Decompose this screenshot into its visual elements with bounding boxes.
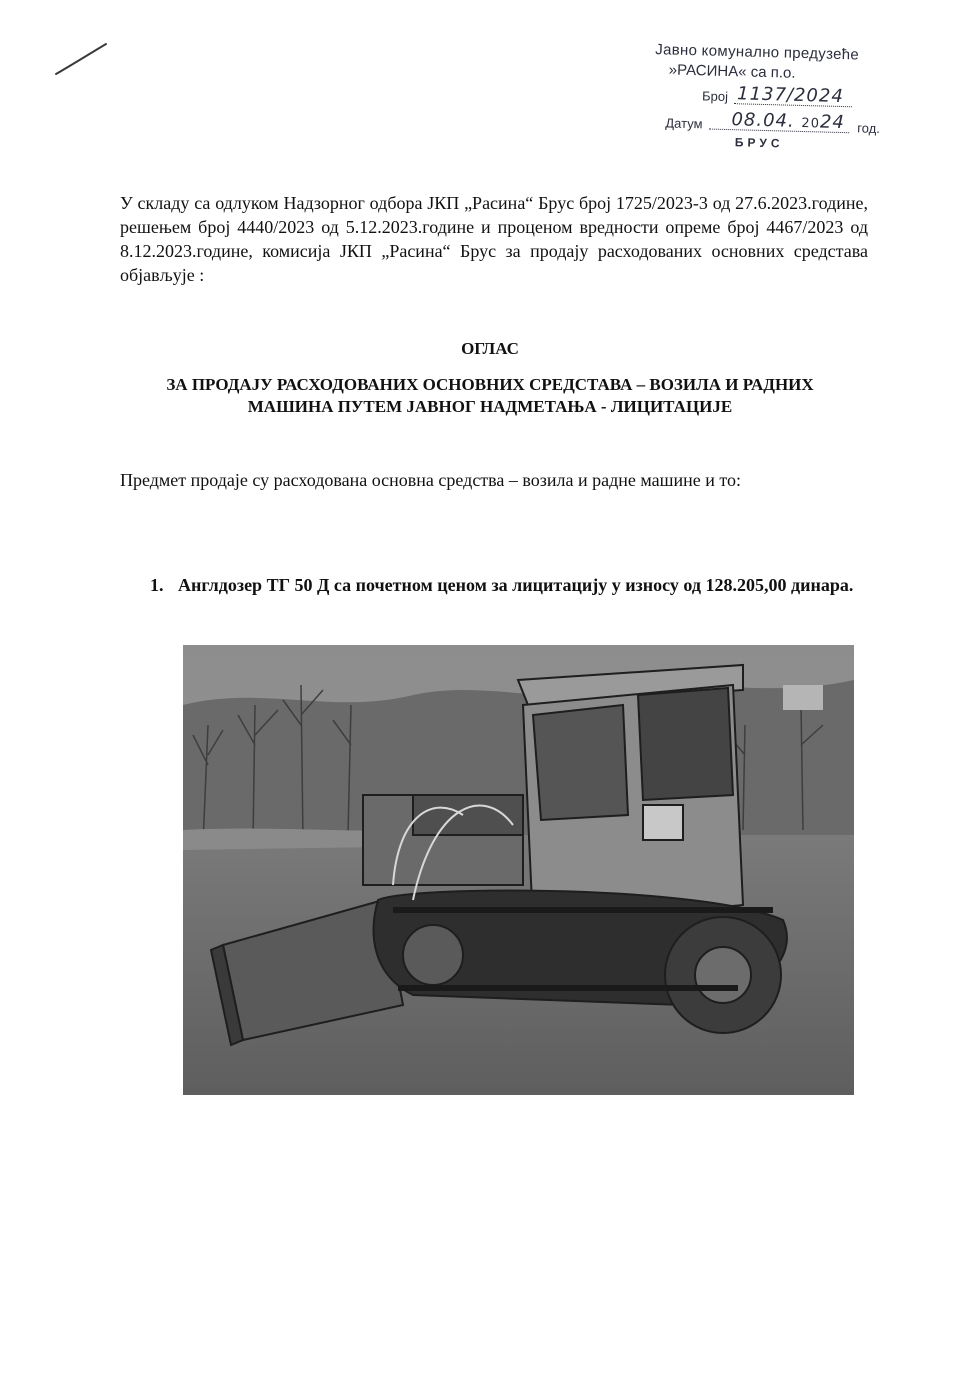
stamp-date-field [665, 109, 881, 137]
registry-stamp [638, 37, 891, 164]
stamp-year-suffix: год. [857, 120, 881, 137]
stamp-number-value: 1137/2024 [736, 83, 845, 108]
stamp-number-label: Број [701, 88, 729, 105]
stamp-city: БРУС [734, 135, 784, 151]
page-subtitle [100, 374, 880, 418]
bulldozer-photo [183, 645, 854, 1095]
stamp-date-label: Датум [665, 115, 703, 132]
page-title: ОГЛАС [461, 339, 519, 358]
intro-paragraph: У складу са одлуком Надзорног одбора ЈКП „Расина“ Брус број 1725/2023-3 од 27.6.2023.године, решењем број 4440/2023 од 5.12.2023.године и проценом вредности опреме број 4467/2023 од 8.12.2023.године, комисија ЈКП „Расина“ Брус за продају расходованих основних средстава објављује : [120, 193, 868, 285]
list-item-number: 1. [150, 575, 164, 595]
stamp-organization: Јавно комунално предузеће [655, 41, 860, 64]
subtitle-line-2: МАШИНА ПУТЕМ ЈАВНОГ НАДМЕТАЊА - ЛИЦИТАЦИЈЕ [247, 397, 733, 416]
subject-statement: Предмет продаје су расходована основна средства – возила и радне машине и то: [120, 470, 742, 490]
stamp-company-name: »РАСИНА« са п.о. [668, 61, 796, 82]
list-item-text: Англдозер ТГ 50 Д са почетном ценом за лицитацију у износу од 128.205,00 динара. [178, 575, 854, 595]
subtitle-line-1: ЗА ПРОДАЈУ РАСХОДОВАНИХ ОСНОВНИХ СРЕДСТАВА – ВОЗИЛА И РАДНИХ [166, 375, 814, 394]
list-item [150, 573, 868, 597]
stamp-number-field [701, 83, 845, 108]
stamp-date-value: 08.04. 2024 [731, 109, 846, 134]
pen-stroke-mark [52, 40, 112, 80]
